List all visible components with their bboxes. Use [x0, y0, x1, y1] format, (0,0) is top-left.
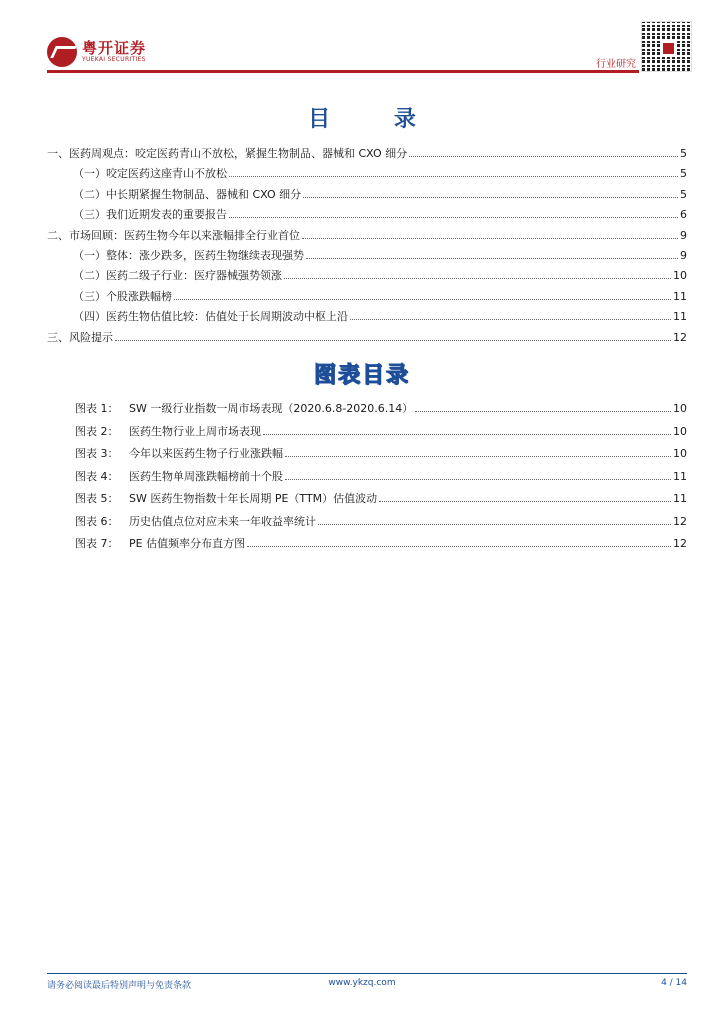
figure-entry-page: 11: [673, 492, 687, 505]
figure-entry-title: PE 估值频率分布直方图: [129, 537, 246, 550]
figure-index-list: [75, 398, 687, 556]
toc-entry-page: 11: [673, 310, 687, 324]
toc-entry[interactable]: [47, 225, 687, 245]
toc-entry-title: （一）整体：涨少跌多，医药生物继续表现强势: [73, 248, 304, 262]
header-divider: [47, 70, 639, 73]
figure-entry-title: 医药生物行业上周市场表现: [129, 424, 261, 438]
dot-leader: [302, 225, 678, 239]
company-logo: [47, 37, 146, 67]
dot-leader: [284, 265, 671, 279]
footer-divider: [47, 973, 687, 974]
figure-entry-page: 10: [673, 402, 687, 415]
dot-leader: [263, 421, 671, 435]
footer-website[interactable]: www.ykzq.com: [328, 978, 396, 988]
figure-entry-label: 图表 2：: [75, 424, 119, 438]
figure-entry[interactable]: [75, 443, 687, 466]
dot-leader: [318, 511, 671, 525]
dot-leader: [306, 245, 678, 259]
figure-entry-label: 图表 3：: [75, 447, 119, 460]
figure-entry[interactable]: [75, 398, 687, 421]
figure-entry-title: SW 一级行业指数一周市场表现（2020.6.8-2020.6.14）: [129, 402, 414, 415]
toc-entry[interactable]: [47, 184, 687, 204]
toc-entry-title: （三）个股涨跌幅榜: [73, 289, 172, 303]
toc-entry-title: 二、市场回顾：医药生物今年以来涨幅排全行业首位: [47, 228, 300, 242]
toc-entry-page: 5: [680, 187, 687, 201]
dot-leader: [303, 184, 678, 198]
toc-entry-page: 5: [680, 167, 687, 181]
toc-entry-title: （四）医药生物估值比较：估值处于长周期波动中枢上沿: [73, 310, 348, 324]
report-category: 行业研究: [596, 59, 636, 70]
figure-entry[interactable]: [75, 421, 687, 444]
dot-leader: [174, 286, 671, 300]
toc-entry[interactable]: [47, 286, 687, 306]
dot-leader: [379, 488, 671, 502]
dot-leader: [115, 327, 671, 341]
toc-entry-page: 11: [673, 289, 687, 303]
logo-mark-icon: [47, 37, 77, 67]
logo-name-en: YUEKAI SECURITIES: [82, 56, 146, 63]
figure-entry[interactable]: [75, 511, 687, 534]
toc-entry-page: 6: [680, 208, 687, 222]
dot-leader: [229, 204, 678, 218]
figure-entry-label: 图表 4：: [75, 469, 119, 483]
figure-entry[interactable]: [75, 466, 687, 489]
dot-leader: [415, 398, 671, 412]
dot-leader: [247, 533, 671, 547]
toc-entry-title: （二）中长期紧握生物制品、器械和 CXO 细分: [73, 187, 302, 201]
figure-entry-page: 10: [673, 447, 687, 460]
figure-index-heading: 图表目录: [313, 363, 410, 388]
logo-name-cn: 粤开证券: [82, 39, 147, 57]
toc-heading: 目 录: [308, 107, 444, 132]
figure-entry-page: 12: [673, 537, 687, 550]
toc-entry-title: （二）医药二级子行业：医疗器械强势领涨: [73, 269, 282, 283]
toc-entry[interactable]: [47, 306, 687, 326]
toc-entry[interactable]: [47, 265, 687, 285]
figure-entry-page: 10: [673, 424, 687, 438]
figure-entry-label: 图表 5：: [75, 492, 119, 505]
figure-entry-title: 今年以来医药生物子行业涨跌幅: [129, 447, 283, 460]
figure-entry-label: 图表 6：: [75, 514, 119, 528]
toc-entry[interactable]: [47, 204, 687, 224]
footer-page-number: 4 / 14: [661, 978, 687, 988]
dot-leader: [350, 306, 671, 320]
toc-entry-title: 一、医药周观点：咬定医药青山不放松，紧握生物制品、器械和 CXO 细分: [47, 147, 408, 160]
toc-entry-title: 三、风险提示: [47, 330, 113, 344]
figure-entry-title: 历史估值点位对应未来一年收益率统计: [129, 514, 316, 528]
toc-entry-page: 9: [680, 248, 687, 262]
toc-entry-title: （一）咬定医药这座青山不放松: [73, 167, 227, 181]
toc-entry-title: （三）我们近期发表的重要报告: [73, 208, 227, 222]
dot-leader: [285, 443, 671, 457]
figure-entry[interactable]: [75, 533, 687, 556]
toc-entry[interactable]: [47, 143, 687, 163]
toc-entry-page: 5: [680, 147, 687, 160]
toc-entry[interactable]: [47, 327, 687, 347]
footer-disclaimer[interactable]: 请务必阅读最后特别声明与免责条款: [47, 981, 192, 991]
toc-entry[interactable]: [47, 163, 687, 183]
figure-entry-title: SW 医药生物指数十年长周期 PE（TTM）估值波动: [129, 492, 378, 505]
qr-code-icon: [641, 21, 692, 72]
figure-entry-title: 医药生物单周涨跌幅榜前十个股: [129, 469, 283, 483]
toc-entry-page: 12: [673, 330, 687, 344]
toc-entry[interactable]: [47, 245, 687, 265]
figure-entry[interactable]: [75, 488, 687, 511]
dot-leader: [229, 163, 678, 177]
dot-leader: [285, 466, 671, 480]
page-header: [0, 0, 724, 76]
dot-leader: [409, 143, 678, 157]
figure-entry-label: 图表 1：: [75, 402, 119, 415]
toc-entry-page: 9: [680, 228, 687, 242]
figure-entry-page: 11: [673, 469, 687, 483]
toc-entry-page: 10: [673, 269, 687, 283]
toc-list: [47, 143, 687, 347]
figure-entry-page: 12: [673, 514, 687, 528]
figure-entry-label: 图表 7：: [75, 537, 119, 550]
